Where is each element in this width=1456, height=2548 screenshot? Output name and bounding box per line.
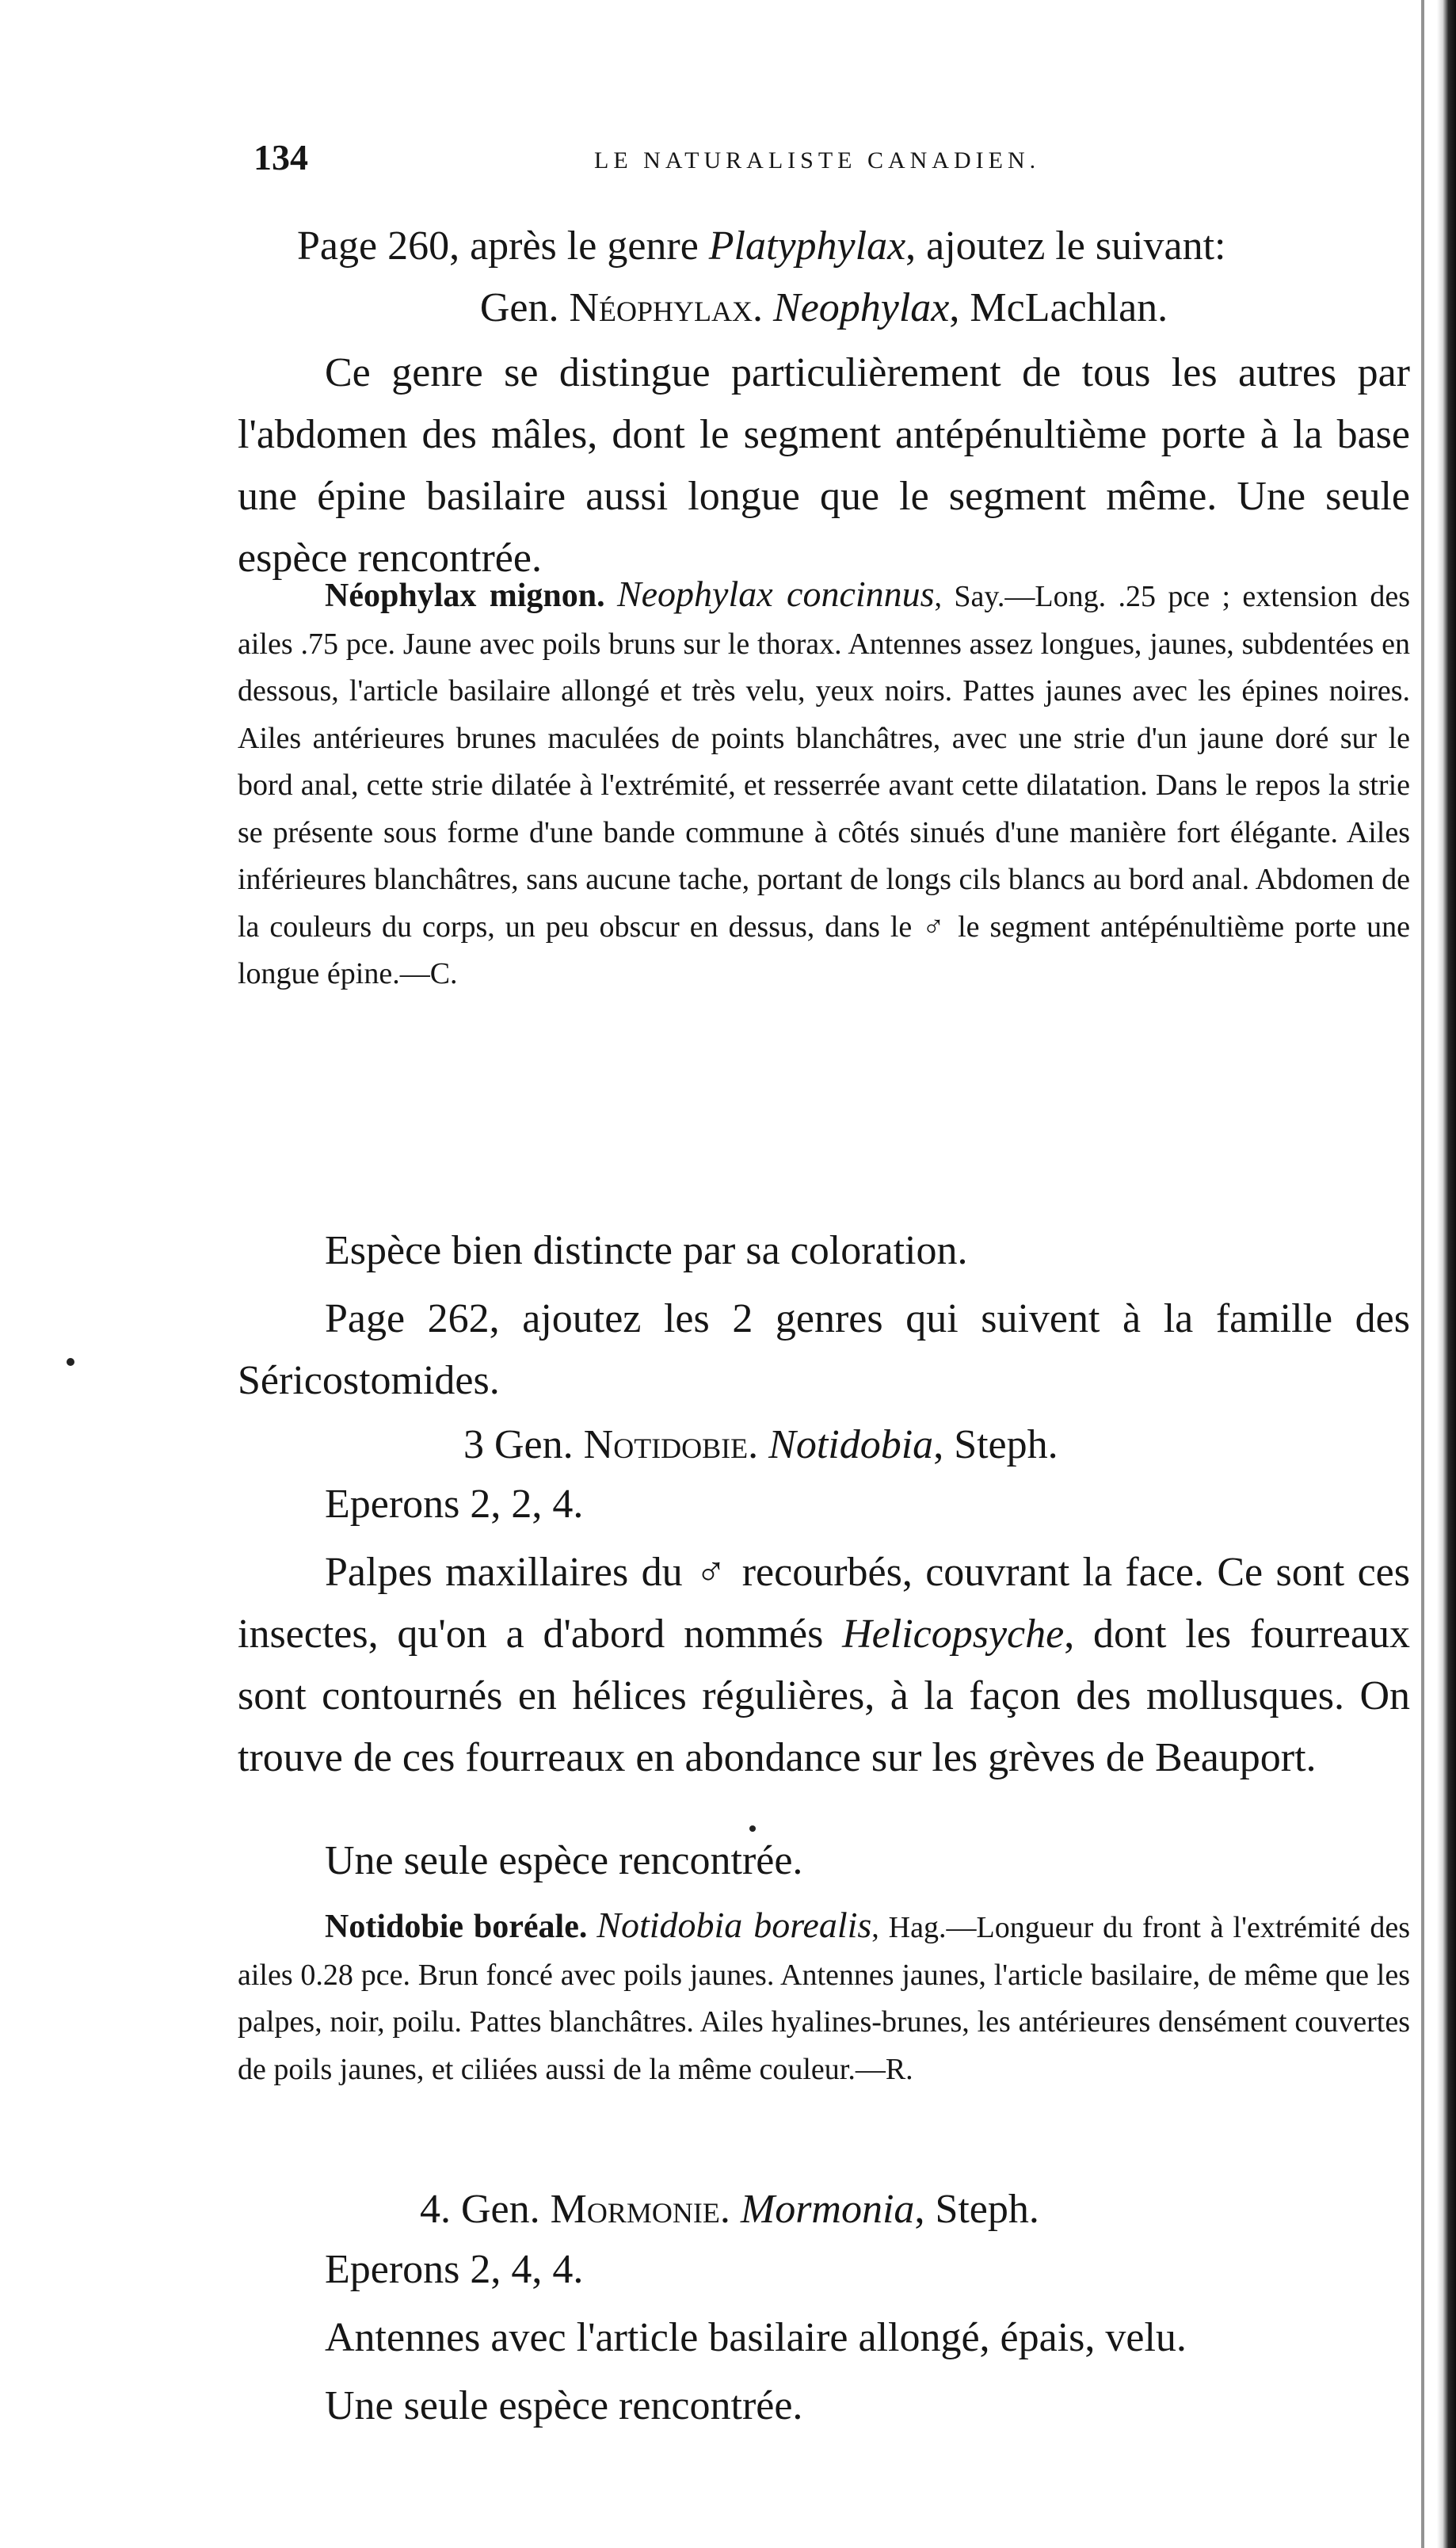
text-run: , Steph. [933,1422,1058,1467]
species-latin: Notidobia borealis [597,1905,872,1945]
species-description: , Hag.—Longueur du front à l'extrémité des ailes 0.28 pce. Brun foncé avec poils jaunes. Antennes jaunes, l'article basilaire, de même que les palpes, noir, poilu. Pattes blanchâtres. Ailes hyalines-brunes, les antérieures densément couvertes de poils jaunes, et ciliées aussi de la même couleur.—R. [238,1911,1410,2086]
text-run: , Steph. [914,2187,1039,2232]
paragraph-notidobie-description [238,1542,1410,1789]
paragraph-page-260 [297,216,1430,277]
paragraph-single-species-1: Une seule espèce rencontrée. [325,1838,803,1883]
genus-name: Mormonie [550,2187,720,2232]
text-run: . [719,2187,741,2232]
paragraph-distinct-species: Espèce bien distincte par sa coloration. [325,1228,968,1273]
species-name: Notidobie boréale. [325,1909,588,1945]
text-run: . [753,285,774,330]
genus-heading-neophylax [238,277,1410,339]
genus-name: Notidobie [583,1422,749,1467]
genus-heading-notidobie [463,1414,1456,1476]
genus-latin: Neophylax [773,285,950,330]
spurs-notidobie: Eperons 2, 2, 4. [325,1482,584,1527]
journal-title: LE NATURALISTE CANADIEN. [594,147,1041,174]
paragraph-page-262: Page 262, ajoutez les 2 genres qui suivent à la famille des Séricostomides. [238,1296,1410,1403]
species-latin: Neophylax concinnus [616,574,935,614]
page-number: 134 [253,137,308,177]
text-run: Gen. [479,285,570,330]
species-neophylax-mignon [238,570,1410,998]
genus-platyphylax: Platyphylax [708,223,906,269]
genus-latin: Mormonia [740,2187,915,2232]
species-name: Néophylax mignon. [325,578,605,614]
running-head [253,136,1378,192]
text-run: 3 Gen. [463,1422,584,1467]
text-run: , McLachlan. [949,285,1168,330]
genus-helicopsyche: Helicopsyche [842,1612,1065,1657]
genus-latin: Notidobia [768,1422,934,1467]
print-speck [67,1358,74,1366]
page-edge-shadow [1437,0,1456,2548]
species-notidobie-boreale [238,1901,1410,2093]
genus-name: Néophylax [569,285,753,330]
spurs-mormonie: Eperons 2, 4, 4. [325,2247,584,2292]
paragraph-mormonie-description: Antennes avec l'article basilaire allongé, épais, velu. [325,2315,1187,2360]
paragraph-neophylax-description: Ce genre se distingue particulièrement de tous les autres par l'abdomen des mâles, dont le segment antépénultième porte à la base une épine basilaire aussi longue que le segment même. Une seule espèce rencontrée. [238,350,1410,581]
text-run: 4. Gen. [420,2187,551,2232]
species-description: , Say.—Long. .25 pce ; extension des ailes .75 pce. Jaune avec poils bruns sur le thorax. Antennes assez longues, jaunes, subdentées en dessous, l'article basilaire allongé et très velu, yeux noirs. Pattes jaunes avec les épines noires. Ailes antérieures brunes maculées de points blanchâtres, avec une strie d'un jaune doré sur le bord anal, cette strie dilatée à l'extrémité, et resserrée avant cette dilatation. Dans le repos la strie se présente sous forme d'une bande commune à côtés sinués d'une manière fort élégante. Ailes inférieures blanchâtres, sans aucune tache, portant de longs cils blancs au bord anal. Abdomen de la couleurs du corps, un peu obscur en dessus, dans le ♂ le segment antépénultième porte une longue épine.—C. [238,580,1411,990]
text-run: Palpes maxillaires du ♂ recourbés, couvrant la face. Ce sont ces insectes, qu'on a d'abord nommés [238,1550,1410,1657]
paragraph-single-species-2: Une seule espèce rencontrée. [325,2383,803,2428]
text-run: Page 260, après le genre [297,223,709,269]
text-run: , dont les fourreaux sont contournés en hélices régulières, à la façon des mollusques. On trouve de ces fourreaux en abondance sur les grèves de Beauport. [238,1612,1410,1780]
text-run: . [748,1422,769,1467]
binding-shadow-line [1421,0,1424,2548]
genus-heading-mormonie [420,2179,1456,2241]
text-run: , ajoutez le suivant: [905,223,1226,269]
